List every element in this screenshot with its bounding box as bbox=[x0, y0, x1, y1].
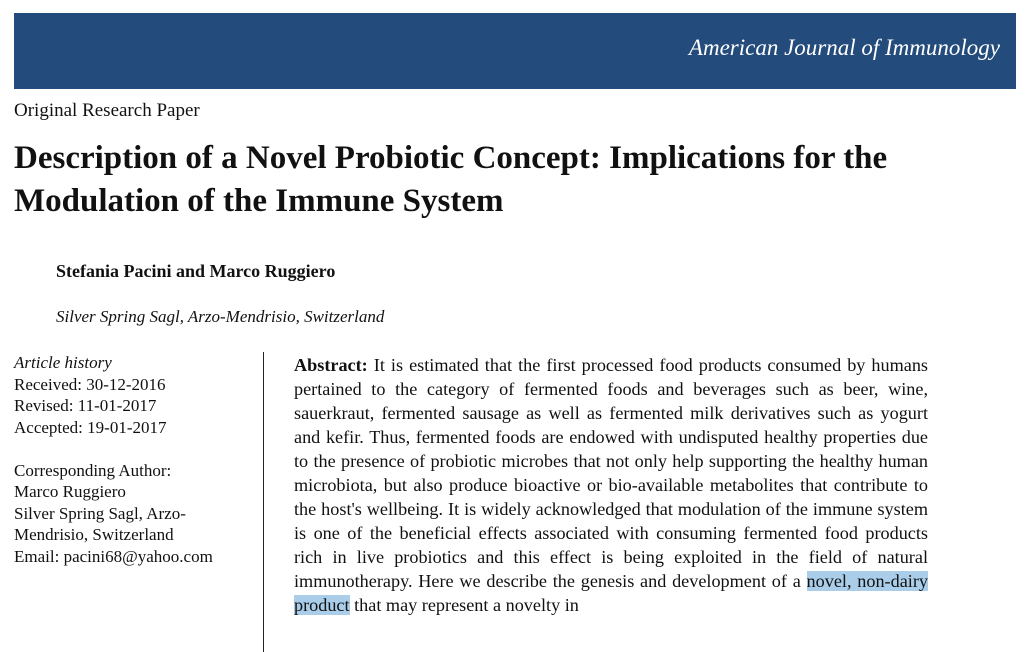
revised-date: Revised: 11-01-2017 bbox=[14, 396, 157, 415]
journal-header-banner bbox=[14, 13, 1016, 89]
corresponding-author-heading: Corresponding Author: bbox=[14, 460, 172, 480]
accepted-date: Accepted: 19-01-2017 bbox=[14, 417, 167, 437]
corresponding-author-name: Marco Ruggiero bbox=[14, 482, 126, 501]
abstract-text-continued: that may represent a novelty in bbox=[349, 595, 579, 615]
abstract-paragraph bbox=[294, 353, 928, 617]
highlighted-text-selection[interactable]: novel, non-dairy product bbox=[294, 571, 928, 615]
author-list: Stefania Pacini and Marco Ruggiero bbox=[56, 261, 336, 281]
author-affiliation: Silver Spring Sagl, Arzo-Mendrisio, Switzerland bbox=[56, 307, 385, 326]
article-history-heading: Article history bbox=[14, 353, 112, 372]
sidebar-spacer bbox=[14, 438, 249, 460]
paper-type-label: Original Research Paper bbox=[14, 100, 200, 121]
column-divider bbox=[263, 352, 264, 652]
article-info-sidebar bbox=[14, 352, 249, 567]
abstract-text: It is estimated that the first processed food products consumed by humans pertained to the category of fermented foods and beverages such as beer, wine, sauerkraut, fermented sausage as well as fermented milk derivatives such as yogurt and kefir. Thus, fermented foods are endowed with undisputed healthy properties due to the presence of probiotic microbes that not only help supporting the healthy human microbiota, but also produce bioactive or bio-available metabolites that contribute to the host's wellbeing. It is widely acknowledged that modulation of the immune system is one of the beneficial effects associated with consuming fermented food products rich in live probiotics and this effect is being exploited in the field of natural immunotherapy. Here we describe the genesis and development of a bbox=[294, 355, 928, 591]
corresponding-author-address-line2: Mendrisio, Switzerland bbox=[14, 525, 174, 544]
journal-name: American Journal of Immunology bbox=[688, 35, 1000, 60]
corresponding-author-email[interactable]: Email: pacini68@yahoo.com bbox=[14, 546, 213, 566]
corresponding-author-address-line1: Silver Spring Sagl, Arzo- bbox=[14, 503, 186, 523]
paper-title: Description of a Novel Probiotic Concept: Implications for the Modulation of the Immune System bbox=[14, 140, 888, 219]
abstract-label: Abstract: bbox=[294, 355, 368, 375]
received-date: Received: 30-12-2016 bbox=[14, 374, 166, 394]
